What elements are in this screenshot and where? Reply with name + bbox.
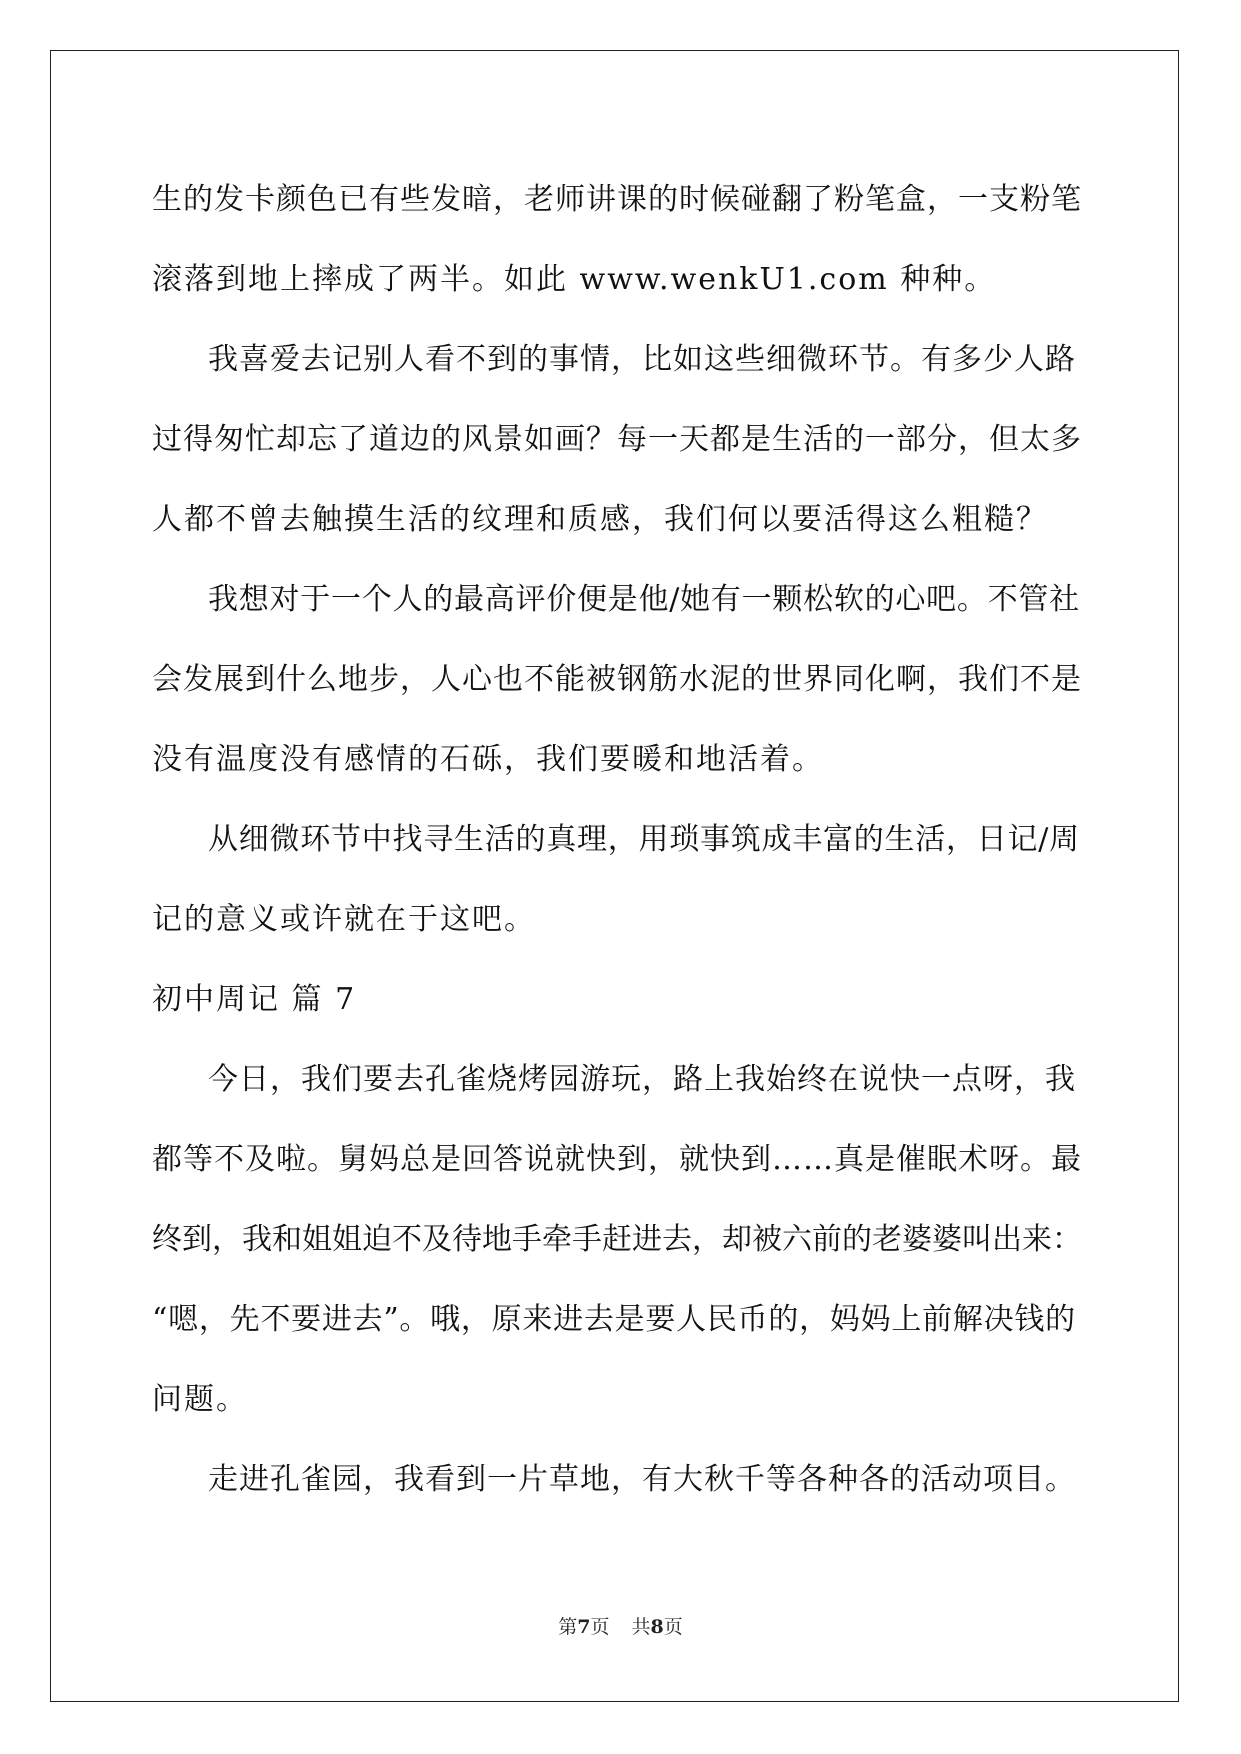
paragraph-line: 会发展到什么地步，人心也不能被钢筋水泥的世界同化啊，我们不是 bbox=[152, 662, 1082, 697]
paragraph-line: 记的意义或许就在于这吧。 bbox=[152, 902, 536, 937]
paragraph-line: 终到，我和姐姐迫不及待地手牵手赶进去，却被六前的老婆婆叫出来： bbox=[152, 1222, 1082, 1257]
paragraph-line: 过得匆忙却忘了道边的风景如画？每一天都是生活的一部分，但太多 bbox=[152, 422, 1082, 457]
paragraphs-before-heading bbox=[152, 160, 1082, 960]
footer-page-current: 7 bbox=[577, 1616, 591, 1638]
paragraph-line: 走进孔雀园，我看到一片草地，有大秋千等各种各的活动项目。 bbox=[208, 1462, 1076, 1497]
paragraph-line: 滚落到地上摔成了两半。如此 www.wenkU1.com 种种。 bbox=[152, 262, 997, 297]
paragraph-line: 今日，我们要去孔雀烧烤园游玩，路上我始终在说快一点呀，我 bbox=[208, 1062, 1076, 1097]
section-heading: 初中周记 篇 7 bbox=[152, 982, 357, 1017]
footer-page-prefix: 第 bbox=[558, 1616, 578, 1638]
footer-total-unit: 页 bbox=[663, 1616, 683, 1638]
paragraph-line: “嗯，先不要进去”。哦，原来进去是要人民币的，妈妈上前解决钱的 bbox=[152, 1302, 1076, 1337]
paragraph bbox=[152, 560, 1082, 800]
paragraph bbox=[152, 1040, 1082, 1440]
paragraph-line: 都等不及啦。舅妈总是回答说就快到，就快到……真是催眠术呀。最 bbox=[152, 1142, 1082, 1177]
document-body bbox=[152, 160, 1082, 1520]
footer-page-total: 8 bbox=[650, 1616, 664, 1638]
page-footer bbox=[0, 1612, 1241, 1639]
paragraph-line: 我喜爱去记别人看不到的事情，比如这些细微环节。有多少人路 bbox=[208, 342, 1076, 377]
paragraph-line: 我想对于一个人的最高评价便是他/她有一颗松软的心吧。不管社 bbox=[208, 582, 1080, 617]
paragraph-line: 没有温度没有感情的石砾，我们要暖和地活着。 bbox=[152, 742, 824, 777]
paragraph-line: 问题。 bbox=[152, 1382, 248, 1417]
paragraph-line: 人都不曾去触摸生活的纹理和质感，我们何以要活得这么粗糙？ bbox=[152, 502, 1048, 537]
footer-page-unit: 页 bbox=[590, 1616, 610, 1638]
paragraphs-after-heading bbox=[152, 1040, 1082, 1520]
paragraph bbox=[152, 800, 1082, 960]
paragraph bbox=[152, 160, 1082, 320]
paragraph bbox=[152, 1440, 1082, 1520]
footer-total-prefix: 共 bbox=[631, 1616, 651, 1638]
paragraph-line: 从细微环节中找寻生活的真理，用琐事筑成丰富的生活，日记/周 bbox=[208, 822, 1080, 857]
paragraph-line: 生的发卡颜色已有些发暗，老师讲课的时候碰翻了粉笔盒，一支粉笔 bbox=[152, 182, 1082, 217]
paragraph bbox=[152, 320, 1082, 560]
